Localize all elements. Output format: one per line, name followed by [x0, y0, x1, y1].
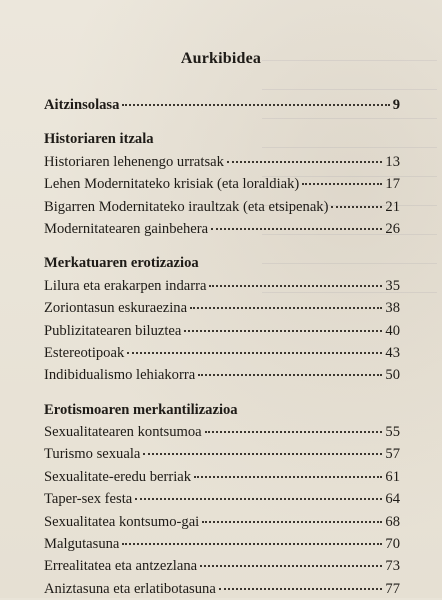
toc-page-number: 38	[385, 300, 400, 317]
toc-entry[interactable]	[44, 364, 400, 386]
toc-page-number: 64	[385, 491, 400, 508]
dot-leader	[194, 476, 382, 478]
toc-page-number: 73	[385, 558, 400, 575]
toc-page-number: 35	[385, 277, 400, 294]
toc-page-number: 57	[385, 446, 400, 463]
dot-leader	[127, 352, 382, 354]
dot-leader	[331, 206, 382, 208]
toc-entry[interactable]	[44, 421, 400, 443]
page-title: Aurkibidea	[180, 50, 262, 67]
dot-leader	[219, 588, 383, 590]
dot-leader	[227, 161, 382, 163]
toc-entry-label: Estereotipoak	[44, 344, 125, 361]
toc-page-number: 40	[385, 322, 400, 339]
dot-leader	[122, 104, 389, 106]
toc-page-number: 17	[385, 176, 400, 193]
toc-entry[interactable]	[44, 555, 400, 577]
section-heading: Merkatuaren erotizazioa	[44, 255, 199, 272]
toc-entry[interactable]	[44, 275, 400, 297]
toc-entry-label: Errealitatea eta antzezlana	[44, 558, 198, 575]
toc-page-number: 26	[385, 220, 400, 237]
dot-leader	[205, 431, 383, 433]
dot-leader	[122, 543, 382, 545]
toc-page-number: 43	[385, 344, 400, 361]
toc-entry[interactable]	[44, 488, 400, 510]
toc-entry-label: Historiaren lehenengo urratsak	[44, 153, 224, 170]
toc-entry-label: Modernitatearen gainbehera	[44, 220, 209, 237]
dot-leader	[211, 228, 382, 230]
toc-entry[interactable]	[44, 533, 400, 555]
toc-entry-label: Publizitatearen biluztea	[44, 322, 182, 339]
toc-entry[interactable]	[44, 196, 400, 218]
toc-entry-label: Malgutasuna	[44, 536, 120, 553]
dot-leader	[209, 285, 382, 287]
toc-entry[interactable]	[44, 218, 400, 240]
toc-page-number: 21	[385, 198, 400, 215]
dot-leader	[302, 183, 382, 185]
table-of-contents	[44, 94, 400, 600]
toc-page-number: 68	[385, 513, 400, 530]
toc-entry-label: Lilura eta erakarpen indarra	[44, 277, 207, 294]
dot-leader	[202, 521, 382, 523]
dot-leader	[198, 374, 382, 376]
toc-page-number: 61	[385, 468, 400, 485]
toc-entry-label: Sexualitatearen kontsumoa	[44, 424, 202, 441]
toc-entry[interactable]	[44, 342, 400, 364]
toc-entry-label: Turismo sexuala	[44, 446, 141, 463]
toc-entry-label: Taper-sex festa	[44, 491, 133, 508]
toc-entry-label: Sexualitate-eredu berriak	[44, 468, 192, 485]
toc-entry[interactable]	[44, 297, 400, 319]
toc-page-number: 70	[385, 536, 400, 553]
toc-entry[interactable]	[44, 320, 400, 342]
toc-entry-label: Zoriontasun eskuraezina	[44, 300, 188, 317]
toc-entry[interactable]	[44, 511, 400, 533]
toc-entry-label: Sexualitatea kontsumo-gai	[44, 513, 200, 530]
dot-leader	[200, 565, 382, 567]
toc-entry[interactable]	[44, 466, 400, 488]
toc-entry-label: Bigarren Modernitateko iraultzak (eta etsipenak)	[44, 198, 329, 215]
section-heading: Erotismoaren merkantilizazioa	[44, 401, 238, 418]
toc-entry[interactable]	[44, 443, 400, 465]
dot-leader	[190, 307, 382, 309]
toc-entry[interactable]	[44, 151, 400, 173]
toc-page-number: 9	[392, 97, 400, 113]
section-heading: Historiaren itzala	[44, 131, 154, 148]
toc-page-number: 13	[385, 153, 400, 170]
toc-entry-label: Aitzinsolasa	[44, 97, 120, 113]
dot-leader	[184, 330, 382, 332]
toc-page-number: 55	[385, 424, 400, 441]
toc-entry-label: Indibidualismo lehiakorra	[44, 367, 196, 384]
dot-leader	[135, 498, 382, 500]
toc-entry[interactable]	[44, 173, 400, 195]
dot-leader	[143, 453, 382, 455]
toc-entry-intro[interactable]	[44, 94, 400, 116]
toc-entry-label: Aniztasuna eta erlatibotasuna	[44, 580, 216, 597]
toc-entry-label: Lehen Modernitateko krisiak (eta loraldiak)	[44, 176, 300, 193]
toc-page-number: 77	[385, 580, 400, 597]
toc-entry[interactable]	[44, 578, 400, 600]
toc-page-number: 50	[385, 367, 400, 384]
